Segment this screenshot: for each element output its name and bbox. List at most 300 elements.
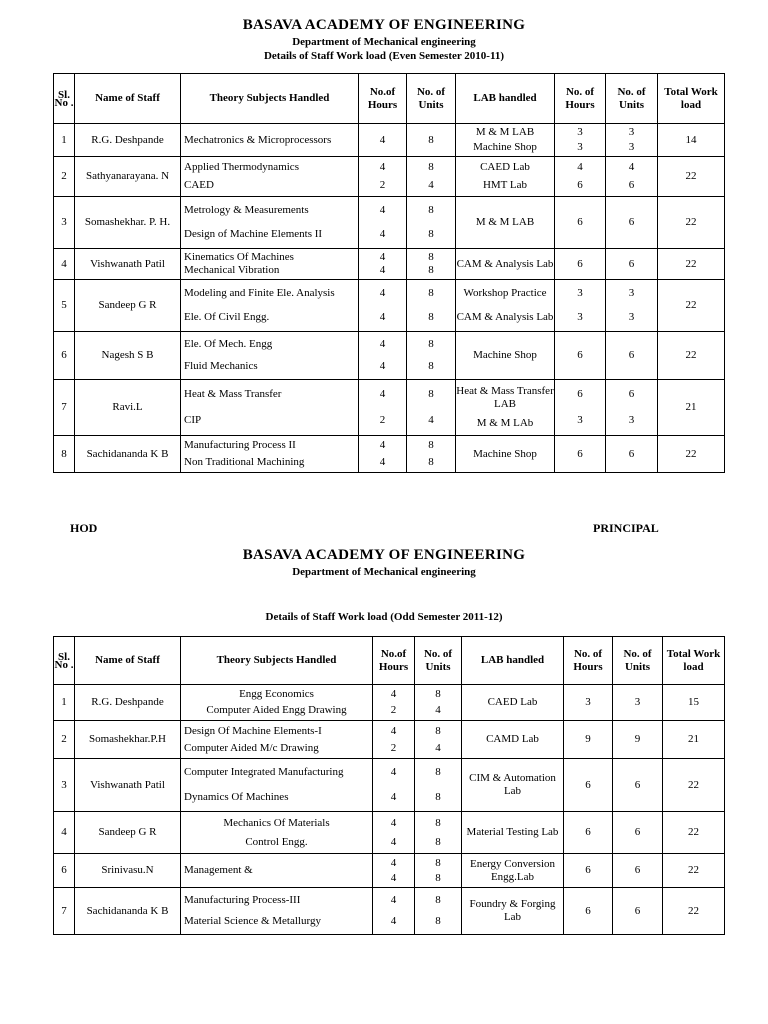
subjects-cell-line: Kinematics Of Machines <box>184 250 294 263</box>
lab-hours-cell-line: 6 <box>585 904 591 917</box>
lab-cell-line: CAM & Analysis Lab <box>456 311 554 323</box>
table-row <box>54 157 725 197</box>
units-cell-line: 8 <box>428 250 434 263</box>
units-cell-line: 8 <box>428 133 434 146</box>
sl-cell: 8 <box>54 436 75 473</box>
lab-cell <box>462 854 564 888</box>
lab-cell-line: Material Testing Lab <box>466 826 559 838</box>
units-cell-line: 8 <box>435 790 441 803</box>
hours-cell <box>359 332 407 380</box>
lab-units-cell-line: 6 <box>628 179 635 191</box>
staff-name-cell: R.G. Deshpande <box>75 685 181 721</box>
lab-units-cell-line: 6 <box>628 257 635 270</box>
table-row <box>54 197 725 249</box>
units-cell-line: 8 <box>428 388 434 400</box>
header-hours: No.of Hours <box>373 637 415 685</box>
lab-cell <box>456 380 555 436</box>
header-sl: Sl. No . <box>54 637 75 685</box>
units-cell-line: 8 <box>428 161 434 173</box>
lab-hours-cell-line: 6 <box>577 257 583 270</box>
sl-cell: 4 <box>54 812 75 854</box>
lab-cell <box>456 436 555 473</box>
lab-units-cell-line: 6 <box>634 778 641 791</box>
lab-units-cell-line: 4 <box>628 161 635 173</box>
lab-cell-line: M & M LAB <box>475 126 535 139</box>
lab-units-cell <box>606 249 658 280</box>
subjects-cell <box>181 888 373 935</box>
total-cell: 22 <box>658 197 725 249</box>
lab-units-cell <box>613 721 663 759</box>
hours-cell <box>373 721 415 759</box>
subjects-cell-line: Computer Aided Engg Drawing <box>206 704 347 716</box>
units-cell <box>415 888 462 935</box>
lab-units-cell <box>606 436 658 473</box>
lab-hours-cell <box>564 854 613 888</box>
lab-hours-cell-line: 3 <box>577 126 583 139</box>
subjects-cell-line: Ele. Of Mech. Engg <box>184 338 273 350</box>
subjects-cell <box>181 332 359 380</box>
lab-units-cell <box>613 812 663 854</box>
table-row <box>54 685 725 721</box>
sl-cell: 6 <box>54 332 75 380</box>
header-lab-units: No. of Units <box>613 637 663 685</box>
lab-cell <box>456 157 555 197</box>
lab-hours-cell-line: 3 <box>577 311 583 323</box>
lab-units-cell-line: 6 <box>628 388 635 400</box>
lab-cell <box>462 721 564 759</box>
subjects-cell-line: CAED <box>184 179 214 191</box>
hours-cell-line: 4 <box>390 688 397 700</box>
units-cell-line: 8 <box>428 228 434 240</box>
subjects-cell-line: Computer Aided M/c Drawing <box>184 741 319 754</box>
units-cell <box>415 759 462 812</box>
lab-cell-line: Foundry & Forging Lab <box>469 898 556 923</box>
subjects-cell-line: Mechanical Vibration <box>184 264 280 277</box>
lab-cell <box>456 332 555 380</box>
subjects-cell-line: Metrology & Measurements <box>184 204 309 216</box>
hours-cell-line: 2 <box>390 704 397 716</box>
subjects-cell <box>181 854 373 888</box>
hours-cell-line: 4 <box>379 287 386 299</box>
total-cell: 22 <box>663 854 725 888</box>
table-row <box>54 812 725 854</box>
lab-hours-cell <box>564 812 613 854</box>
lab-cell-line: Energy Conversion Engg.Lab <box>469 857 556 883</box>
sl-cell: 1 <box>54 124 75 157</box>
subjects-cell-line: Fluid Mechanics <box>184 360 258 372</box>
even-workload-table <box>53 73 725 473</box>
total-cell: 22 <box>663 759 725 812</box>
subjects-cell-line: Ele. Of Civil Engg. <box>184 311 270 323</box>
total-cell: 21 <box>663 721 725 759</box>
units-cell-line: 4 <box>435 704 441 716</box>
table-row <box>54 888 725 935</box>
subjects-cell <box>181 685 373 721</box>
hours-cell <box>359 436 407 473</box>
hours-cell-line: 4 <box>379 161 386 173</box>
subjects-cell-line: Modeling and Finite Ele. Analysis <box>184 287 335 299</box>
hours-cell-line: 4 <box>379 388 386 400</box>
lab-hours-cell-line: 6 <box>577 216 583 228</box>
lab-hours-cell <box>555 332 606 380</box>
subjects-cell <box>181 197 359 249</box>
subjects-cell-line: Heat & Mass Transfer <box>184 388 282 400</box>
sl-cell: 3 <box>54 759 75 812</box>
total-cell: 22 <box>663 888 725 935</box>
table-row <box>54 249 725 280</box>
staff-name-cell: Vishwanath Patil <box>75 759 181 812</box>
sl-cell: 7 <box>54 380 75 436</box>
hours-cell <box>359 280 407 332</box>
header-units: No. of Units <box>407 74 456 124</box>
lab-cell-line: CAED Lab <box>480 161 530 173</box>
staff-name-cell: Sandeep G R <box>75 280 181 332</box>
lab-hours-cell <box>564 721 613 759</box>
lab-cell-line: M & M LAB <box>475 216 535 228</box>
lab-cell-line: CAMD Lab <box>486 733 539 745</box>
subjects-cell-line: Engg Economics <box>239 688 314 700</box>
lab-hours-cell-line: 6 <box>577 388 583 400</box>
total-cell: 22 <box>658 280 725 332</box>
hours-cell <box>373 854 415 888</box>
hours-cell-line: 4 <box>390 724 397 737</box>
units-cell-line: 4 <box>428 414 434 426</box>
units-cell <box>407 380 456 436</box>
lab-hours-cell <box>564 759 613 812</box>
lab-hours-cell-line: 3 <box>577 414 583 426</box>
subjects-cell-line: Applied Thermodynamics <box>184 161 299 173</box>
table-row <box>54 124 725 157</box>
lab-units-cell-line: 6 <box>628 216 635 228</box>
staff-name-cell: Sachidananda K B <box>75 888 181 935</box>
units-cell-line: 8 <box>428 360 434 372</box>
lab-cell-line: CAM & Analysis Lab <box>456 257 554 270</box>
staff-name-cell: Srinivasu.N <box>75 854 181 888</box>
even-semester-title: Details of Staff Work load (Even Semester 2010-11) <box>263 50 505 62</box>
lab-units-cell <box>613 759 663 812</box>
lab-hours-cell-line: 6 <box>577 447 583 460</box>
hours-cell-line: 2 <box>379 179 386 191</box>
lab-cell-line: Workshop Practice <box>463 287 547 299</box>
hours-cell <box>359 249 407 280</box>
header-lab: LAB handled <box>462 637 564 685</box>
table-row <box>54 854 725 888</box>
hours-cell-line: 4 <box>379 204 386 216</box>
lab-cell <box>462 812 564 854</box>
lab-hours-cell <box>564 685 613 721</box>
lab-cell-line: CIM & Automation Lab <box>469 772 556 797</box>
lab-units-cell <box>606 124 658 157</box>
lab-units-cell-line: 6 <box>628 447 635 460</box>
lab-cell <box>456 124 555 157</box>
units-cell-line: 8 <box>428 204 434 216</box>
header-name: Name of Staff <box>75 74 181 124</box>
hours-cell-line: 4 <box>379 360 386 372</box>
subjects-cell <box>181 759 373 812</box>
units-cell-line: 8 <box>428 455 434 468</box>
sl-cell: 6 <box>54 854 75 888</box>
lab-units-cell <box>613 888 663 935</box>
units-cell <box>415 812 462 854</box>
subjects-cell-line: Design Of Machine Elements-I <box>184 724 322 737</box>
subjects-cell-line: Control Engg. <box>245 835 308 848</box>
staff-name-cell: Sathyanarayana. N <box>75 157 181 197</box>
institution-title-2: BASAVA ACADEMY OF ENGINEERING <box>242 547 526 563</box>
units-cell-line: 8 <box>428 264 434 277</box>
header-lab-hours: No. of Hours <box>564 637 613 685</box>
subjects-cell <box>181 249 359 280</box>
table-row <box>54 721 725 759</box>
units-cell <box>415 685 462 721</box>
units-cell <box>407 124 456 157</box>
table-row <box>54 436 725 473</box>
units-cell-line: 4 <box>428 179 434 191</box>
principal-signature: PRINCIPAL <box>593 521 659 535</box>
lab-units-cell <box>606 280 658 332</box>
subjects-cell-line: Non Traditional Machining <box>184 455 305 468</box>
hours-cell-line: 4 <box>379 311 386 323</box>
lab-hours-cell <box>555 380 606 436</box>
units-cell <box>407 157 456 197</box>
units-cell-line: 8 <box>428 338 434 350</box>
table-row <box>54 280 725 332</box>
sl-cell: 3 <box>54 197 75 249</box>
header-lab-hours: No. of Hours <box>555 74 606 124</box>
subjects-cell-line: Material Science & Metallurgy <box>184 915 321 928</box>
total-cell: 14 <box>658 124 725 157</box>
lab-hours-cell-line: 6 <box>585 864 591 876</box>
lab-units-cell-line: 9 <box>634 733 641 745</box>
units-cell <box>407 332 456 380</box>
department-title-2: Department of Mechanical engineering <box>292 566 476 578</box>
units-cell <box>407 249 456 280</box>
header-sl: Sl. No . <box>54 74 75 124</box>
lab-hours-cell-line: 9 <box>585 733 591 745</box>
lab-units-cell <box>606 332 658 380</box>
total-cell: 22 <box>663 812 725 854</box>
units-cell-line: 8 <box>435 766 441 779</box>
lab-hours-cell <box>555 124 606 157</box>
hours-cell-line: 4 <box>390 893 397 906</box>
lab-units-cell-line: 6 <box>634 826 641 838</box>
lab-cell-line: CAED Lab <box>487 696 538 708</box>
lab-units-cell <box>606 380 658 436</box>
units-cell-line: 8 <box>435 816 441 829</box>
units-cell-line: 8 <box>435 724 441 737</box>
units-cell-line: 8 <box>435 835 441 848</box>
units-cell-line: 8 <box>435 915 441 928</box>
lab-hours-cell-line: 6 <box>585 778 591 791</box>
lab-units-cell-line: 6 <box>628 349 635 361</box>
table-header-row <box>54 74 725 124</box>
hours-cell <box>359 197 407 249</box>
hours-cell-line: 4 <box>390 816 397 829</box>
odd-semester-title: Details of Staff Work load (Odd Semester 2011-12) <box>265 611 503 623</box>
staff-name-cell: Ravi.L <box>75 380 181 436</box>
subjects-cell-line: CIP <box>184 414 202 426</box>
lab-cell-line: Heat & Mass Transfer LAB <box>456 384 554 410</box>
hours-cell-line: 4 <box>390 871 397 884</box>
subjects-cell <box>181 812 373 854</box>
staff-name-cell: Somashekhar. P. H. <box>75 197 181 249</box>
sl-cell: 2 <box>54 721 75 759</box>
lab-units-cell <box>606 157 658 197</box>
lab-cell-line: M & M LAb <box>476 417 534 430</box>
subjects-cell <box>181 280 359 332</box>
lab-cell <box>456 249 555 280</box>
odd-workload-table <box>53 636 725 935</box>
units-cell-line: 8 <box>435 856 441 869</box>
hours-cell-line: 4 <box>379 133 386 146</box>
lab-units-cell-line: 3 <box>628 126 635 139</box>
lab-units-cell <box>606 197 658 249</box>
total-cell: 22 <box>658 157 725 197</box>
lab-cell <box>462 888 564 935</box>
header-name: Name of Staff <box>75 637 181 685</box>
lab-hours-cell <box>555 197 606 249</box>
subjects-cell-line: Manufacturing Process II <box>184 439 296 452</box>
table-row <box>54 380 725 436</box>
header-theory: Theory Subjects Handled <box>181 74 359 124</box>
total-cell: 15 <box>663 685 725 721</box>
subjects-cell <box>181 157 359 197</box>
staff-name-cell: Sandeep G R <box>75 812 181 854</box>
subjects-cell <box>181 436 359 473</box>
lab-cell <box>456 197 555 249</box>
header-lab-units: No. of Units <box>606 74 658 124</box>
hours-cell-line: 4 <box>379 228 386 240</box>
total-cell: 21 <box>658 380 725 436</box>
lab-units-cell-line: 3 <box>634 696 641 708</box>
subjects-cell-line: Mechatronics & Microprocessors <box>184 133 332 146</box>
lab-cell <box>456 280 555 332</box>
units-cell <box>415 854 462 888</box>
hours-cell-line: 2 <box>390 741 397 754</box>
total-cell: 22 <box>658 249 725 280</box>
hours-cell-line: 4 <box>379 250 386 263</box>
hours-cell-line: 4 <box>390 790 397 803</box>
table-row <box>54 332 725 380</box>
staff-name-cell: Somashekhar.P.H <box>75 721 181 759</box>
header-hours: No.of Hours <box>359 74 407 124</box>
lab-hours-cell-line: 3 <box>577 140 583 153</box>
sl-cell: 1 <box>54 685 75 721</box>
lab-units-cell-line: 3 <box>628 287 635 299</box>
lab-units-cell-line: 6 <box>634 864 641 876</box>
units-cell <box>415 721 462 759</box>
lab-units-cell <box>613 854 663 888</box>
units-cell <box>407 436 456 473</box>
subjects-cell-line: Management & <box>184 864 253 876</box>
hours-cell <box>359 380 407 436</box>
header-units: No. of Units <box>415 637 462 685</box>
staff-name-cell: Vishwanath Patil <box>75 249 181 280</box>
units-cell-line: 8 <box>435 688 441 700</box>
hours-cell-line: 4 <box>390 835 397 848</box>
hours-cell <box>359 124 407 157</box>
hod-signature: HOD <box>70 521 98 535</box>
lab-units-cell-line: 3 <box>628 311 635 323</box>
sl-cell: 7 <box>54 888 75 935</box>
subjects-cell-line: Dynamics Of Machines <box>184 790 289 803</box>
hours-cell-line: 2 <box>379 414 386 426</box>
subjects-cell <box>181 721 373 759</box>
subjects-cell-line: Manufacturing Process-III <box>184 893 301 906</box>
hours-cell-line: 4 <box>390 915 397 928</box>
lab-units-cell <box>613 685 663 721</box>
units-cell-line: 8 <box>435 871 441 884</box>
lab-hours-cell-line: 6 <box>577 349 583 361</box>
header-lab: LAB handled <box>456 74 555 124</box>
subjects-cell-line: Computer Integrated Manufacturing <box>184 766 344 779</box>
hours-cell-line: 4 <box>379 455 386 468</box>
lab-cell-line: Machine Shop <box>473 140 537 153</box>
hours-cell-line: 4 <box>379 439 386 452</box>
lab-cell-line: HMT Lab <box>482 179 528 191</box>
hours-cell-line: 4 <box>379 264 386 277</box>
units-cell-line: 8 <box>428 439 434 452</box>
lab-units-cell-line: 3 <box>628 414 635 426</box>
total-cell: 22 <box>658 436 725 473</box>
header-total: Total Work load <box>658 74 725 124</box>
lab-hours-cell <box>555 436 606 473</box>
units-cell-line: 8 <box>435 893 441 906</box>
subjects-cell-line: Mechanics Of Materials <box>223 816 330 829</box>
lab-hours-cell <box>555 249 606 280</box>
sl-cell: 2 <box>54 157 75 197</box>
header-theory: Theory Subjects Handled <box>181 637 373 685</box>
total-cell: 22 <box>658 332 725 380</box>
lab-units-cell-line: 3 <box>628 140 635 153</box>
hours-cell <box>373 888 415 935</box>
subjects-cell <box>181 124 359 157</box>
units-cell-line: 8 <box>428 311 434 323</box>
lab-cell-line: Machine Shop <box>473 447 537 460</box>
staff-name-cell: Nagesh S B <box>75 332 181 380</box>
lab-units-cell-line: 6 <box>634 904 641 917</box>
lab-hours-cell <box>564 888 613 935</box>
lab-cell <box>462 759 564 812</box>
hours-cell <box>373 759 415 812</box>
units-cell-line: 4 <box>435 741 441 754</box>
staff-name-cell: R.G. Deshpande <box>75 124 181 157</box>
hours-cell-line: 4 <box>390 856 397 869</box>
units-cell <box>407 280 456 332</box>
sl-cell: 5 <box>54 280 75 332</box>
lab-cell <box>462 685 564 721</box>
subjects-cell-line: Design of Machine Elements II <box>184 228 323 240</box>
lab-hours-cell <box>555 280 606 332</box>
hours-cell-line: 4 <box>379 338 386 350</box>
lab-hours-cell-line: 4 <box>577 161 583 173</box>
lab-hours-cell-line: 3 <box>585 696 591 708</box>
table-header-row <box>54 637 725 685</box>
department-title: Department of Mechanical engineering <box>292 36 476 48</box>
hours-cell <box>373 685 415 721</box>
sl-cell: 4 <box>54 249 75 280</box>
table-row <box>54 759 725 812</box>
subjects-cell <box>181 380 359 436</box>
units-cell <box>407 197 456 249</box>
header-total: Total Work load <box>663 637 725 685</box>
lab-hours-cell <box>555 157 606 197</box>
lab-hours-cell-line: 3 <box>577 287 583 299</box>
units-cell-line: 8 <box>428 287 434 299</box>
hours-cell <box>359 157 407 197</box>
lab-hours-cell-line: 6 <box>585 826 591 838</box>
institution-title: BASAVA ACADEMY OF ENGINEERING <box>242 17 526 33</box>
lab-cell-line: Machine Shop <box>473 349 537 361</box>
